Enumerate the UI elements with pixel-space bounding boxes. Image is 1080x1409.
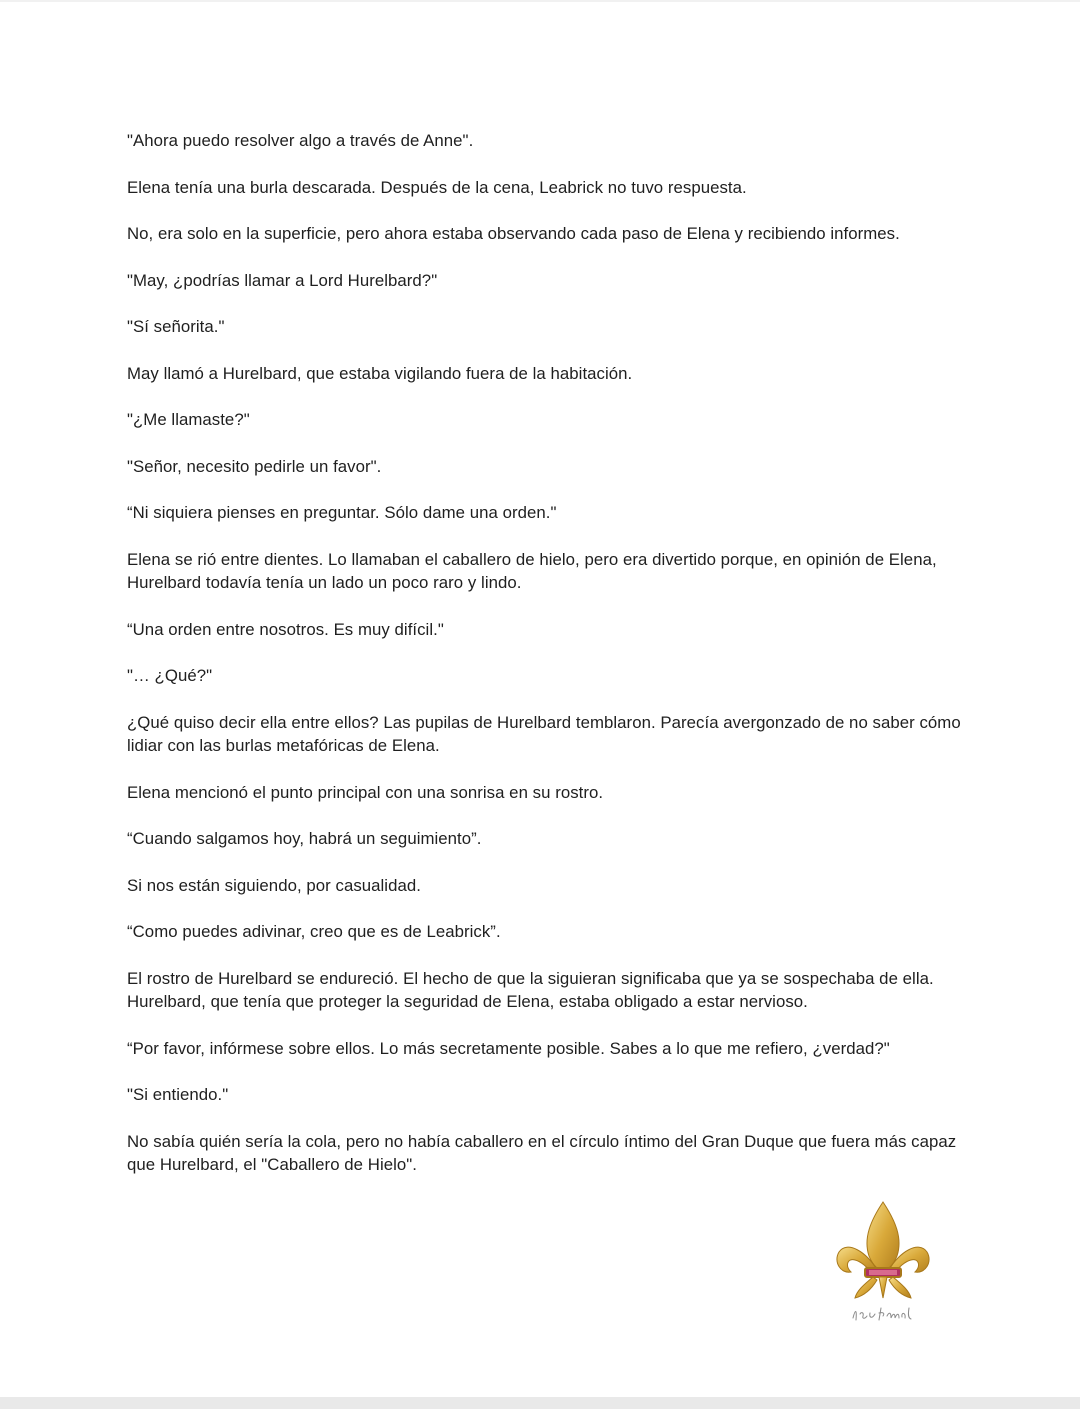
fleur-de-lis-emblem: [833, 1200, 933, 1325]
paragraph: May llamó a Hurelbard, que estaba vigilando fuera de la habitación.: [127, 363, 633, 383]
paragraph: No, era solo en la superficie, pero ahora estaba observando cada paso de Elena y recibiendo informes.: [127, 224, 900, 243]
paragraph: "Si entiendo.": [127, 1085, 229, 1104]
paragraph: "¿Me llamaste?": [127, 410, 250, 429]
document-body: [127, 129, 962, 1200]
fleur-de-lis-icon: [833, 1200, 933, 1325]
paragraph: El rostro de Hurelbard se endureció. El hecho de que la siguieran significaba que ya se sospechaba de ella. Hurelbard, que tenía que proteger la seguridad de Elena, estaba obligado a estar nervioso.: [127, 968, 934, 1011]
paragraph: “Una orden entre nosotros. Es muy difícil.": [127, 619, 444, 639]
paragraph: ¿Qué quiso decir ella entre ellos? Las pupilas de Hurelbard temblaron. Parecía avergonzado de no saber cómo lidiar con las burlas metafóricas de Elena.: [127, 712, 961, 755]
document-page: [0, 2, 1080, 1397]
paragraph: "Ahora puedo resolver algo a través de Anne".: [127, 131, 474, 150]
paragraph: Elena tenía una burla descarada. Después de la cena, Leabrick no tuvo respuesta.: [127, 177, 747, 197]
paragraph: No sabía quién sería la cola, pero no había caballero en el círculo íntimo del Gran Duque que fuera más capaz que Hurelbard, el "Caballero de Hielo".: [127, 1131, 957, 1174]
bottom-edge: [0, 1397, 1080, 1409]
paragraph: “Por favor, infórmese sobre ellos. Lo más secretamente posible. Sabes a lo que me refiero, ¿verdad?": [127, 1038, 890, 1058]
paragraph: “Ni siquiera pienses en preguntar. Sólo dame una orden.": [127, 503, 557, 522]
paragraph: "Sí señorita.": [127, 317, 225, 336]
paragraph: Elena se rió entre dientes. Lo llamaban el caballero de hielo, pero era divertido porque, en opinión de Elena, Hurelbard todavía tenía un lado un poco raro y lindo.: [127, 549, 937, 592]
paragraph: “Cuando salgamos hoy, habrá un seguimiento”.: [127, 829, 482, 848]
paragraph: Elena mencionó el punto principal con una sonrisa en su rostro.: [127, 782, 604, 802]
paragraph: Si nos están siguiendo, por casualidad.: [127, 875, 421, 895]
paragraph: "Señor, necesito pedirle un favor".: [127, 456, 382, 476]
paragraph: "May, ¿podrías llamar a Lord Hurelbard?": [127, 270, 438, 290]
paragraph: “Como puedes adivinar, creo que es de Leabrick”.: [127, 922, 501, 941]
paragraph: "… ¿Qué?": [127, 666, 213, 685]
